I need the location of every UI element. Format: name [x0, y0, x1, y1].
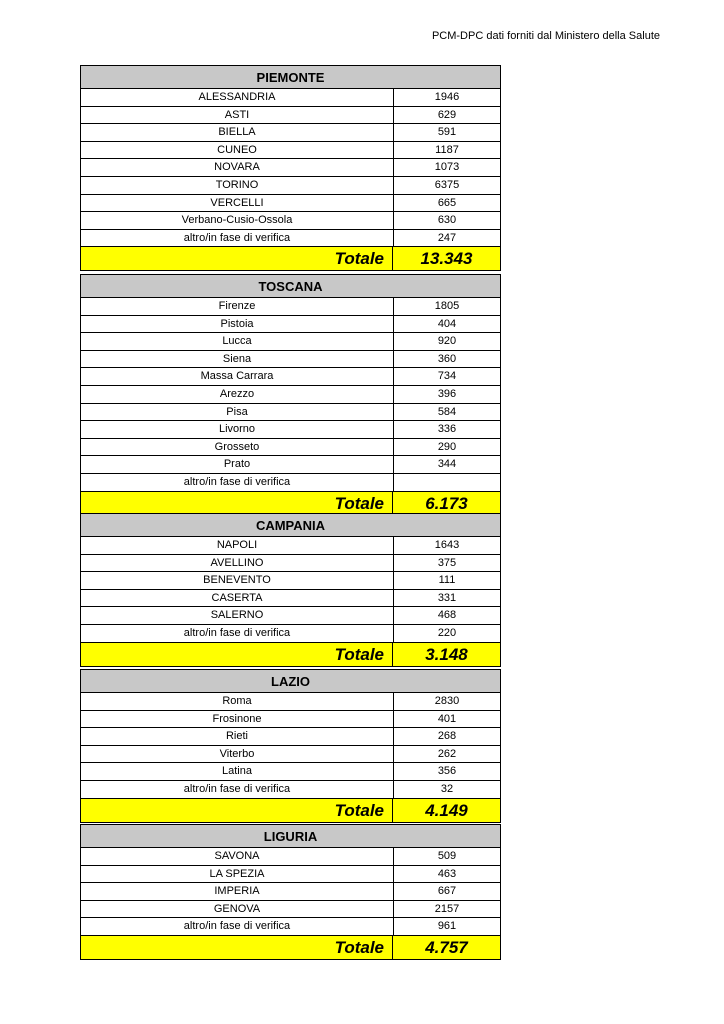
case-count: 396 [437, 387, 457, 400]
total-value: 4.757 [425, 937, 468, 957]
province-name: Frosinone [81, 711, 394, 728]
province-name: Firenze [81, 298, 394, 315]
total-row [81, 799, 500, 822]
province-name: ASTI [81, 107, 394, 124]
case-count: 1073 [434, 161, 460, 174]
total-value: 3.148 [425, 644, 468, 664]
region-header: CAMPANIA [81, 514, 500, 537]
region-header: LIGURIA [81, 825, 500, 848]
source-note: PCM-DPC dati forniti dal Ministero della Salute [431, 30, 660, 42]
region-table-campania [80, 513, 501, 667]
total-row [81, 247, 500, 270]
province-name: VERCELLI [81, 195, 394, 212]
province-name: CASERTA [81, 590, 394, 607]
case-count: 356 [437, 765, 457, 778]
table-row [81, 159, 500, 177]
case-count: 401 [437, 712, 457, 725]
case-count: 32 [440, 782, 454, 795]
case-count: 734 [437, 370, 457, 383]
region-table-piemonte [80, 65, 501, 271]
table-row [81, 555, 500, 573]
case-count: 961 [437, 920, 457, 933]
case-count: 262 [437, 747, 457, 760]
table-row [81, 404, 500, 422]
case-count: 2157 [434, 902, 460, 915]
case-count: 360 [437, 352, 457, 365]
case-count: 6375 [434, 178, 460, 191]
table-row [81, 333, 500, 351]
table-row [81, 316, 500, 334]
province-name: Grosseto [81, 439, 394, 456]
case-count: 1946 [434, 91, 460, 103]
case-count: 629 [437, 108, 457, 121]
province-name: altro/in fase di verifica [81, 781, 394, 798]
case-count: 584 [437, 405, 457, 418]
province-name: Pisa [81, 404, 394, 421]
province-name: GENOVA [81, 901, 394, 918]
case-count: 336 [437, 423, 457, 436]
case-count: 247 [437, 231, 457, 244]
table-row [81, 230, 500, 248]
province-name: Siena [81, 351, 394, 368]
case-count: 1643 [434, 539, 460, 551]
province-name: Prato [81, 456, 394, 473]
table-row [81, 918, 500, 936]
province-name: ALESSANDRIA [81, 89, 394, 106]
table-row [81, 746, 500, 764]
province-name: Verbano-Cusio-Ossola [81, 212, 394, 229]
table-row [81, 901, 500, 919]
province-name: TORINO [81, 177, 394, 194]
case-count: 220 [437, 626, 457, 639]
table-row [81, 781, 500, 799]
province-name: altro/in fase di verifica [81, 918, 394, 935]
table-row [81, 537, 500, 555]
table-row [81, 848, 500, 866]
case-count: 404 [437, 317, 457, 330]
total-label: Totale [81, 247, 393, 270]
total-label: Totale [81, 492, 393, 515]
total-row [81, 643, 500, 666]
case-count: 375 [437, 556, 457, 569]
table-row [81, 195, 500, 213]
table-row [81, 763, 500, 781]
province-name: Massa Carrara [81, 368, 394, 385]
province-name: altro/in fase di verifica [81, 474, 394, 491]
case-count: 1187 [435, 143, 459, 156]
total-label: Totale [81, 936, 393, 959]
province-name: Arezzo [81, 386, 394, 403]
table-row [81, 711, 500, 729]
table-row [81, 693, 500, 711]
province-name: LA SPEZIA [81, 866, 394, 883]
total-value: 13.343 [420, 249, 473, 269]
total-value: 4.149 [425, 800, 468, 820]
case-count: 463 [437, 867, 457, 880]
case-count: 111 [438, 574, 456, 587]
table-row [81, 590, 500, 608]
province-name: altro/in fase di verifica [81, 625, 394, 642]
case-count: 667 [437, 885, 457, 898]
total-value: 6.173 [425, 493, 468, 513]
region-header: TOSCANA [81, 275, 500, 298]
province-name: BENEVENTO [81, 572, 394, 589]
table-row [81, 107, 500, 125]
case-count: 591 [437, 126, 457, 139]
case-count: 920 [437, 335, 457, 348]
table-row [81, 386, 500, 404]
table-row [81, 212, 500, 230]
case-count: 344 [437, 458, 457, 471]
table-row [81, 866, 500, 884]
case-count: 1805 [434, 300, 460, 312]
region-header: LAZIO [81, 670, 500, 693]
case-count: 2830 [434, 695, 460, 707]
case-count: 331 [437, 591, 457, 604]
region-table-lazio [80, 669, 501, 823]
total-label: Totale [81, 643, 393, 666]
province-name: CUNEO [81, 142, 394, 159]
province-name: BIELLA [81, 124, 394, 141]
table-row [81, 142, 500, 160]
total-row [81, 936, 500, 959]
province-name: Livorno [81, 421, 394, 438]
province-name: altro/in fase di verifica [81, 230, 394, 247]
table-row [81, 89, 500, 107]
province-name: AVELLINO [81, 555, 394, 572]
table-row [81, 607, 500, 625]
table-row [81, 439, 500, 457]
province-name: IMPERIA [81, 883, 394, 900]
region-table-liguria [80, 824, 501, 960]
table-row [81, 177, 500, 195]
province-name: SALERNO [81, 607, 394, 624]
case-count: 509 [437, 850, 457, 862]
table-row [81, 351, 500, 369]
province-name: Viterbo [81, 746, 394, 763]
table-row [81, 474, 500, 492]
province-name: NAPOLI [81, 537, 394, 554]
province-name: NOVARA [81, 159, 394, 176]
table-row [81, 456, 500, 474]
province-name: Lucca [81, 333, 394, 350]
table-row [81, 625, 500, 643]
table-row [81, 298, 500, 316]
case-count: 268 [437, 730, 457, 743]
province-name: Rieti [81, 728, 394, 745]
province-name: Latina [81, 763, 394, 780]
province-name: Roma [81, 693, 394, 710]
case-count: 468 [437, 609, 457, 622]
region-table-toscana [80, 274, 501, 516]
table-row [81, 728, 500, 746]
province-name: SAVONA [81, 848, 394, 865]
case-count [394, 474, 500, 491]
total-label: Totale [81, 799, 393, 822]
case-count: 290 [437, 440, 457, 453]
table-row [81, 883, 500, 901]
case-count: 665 [437, 196, 457, 209]
table-row [81, 421, 500, 439]
province-name: Pistoia [81, 316, 394, 333]
region-header: PIEMONTE [81, 66, 500, 89]
total-row [81, 492, 500, 515]
table-row [81, 368, 500, 386]
table-row [81, 572, 500, 590]
table-row [81, 124, 500, 142]
case-count: 630 [437, 214, 457, 227]
